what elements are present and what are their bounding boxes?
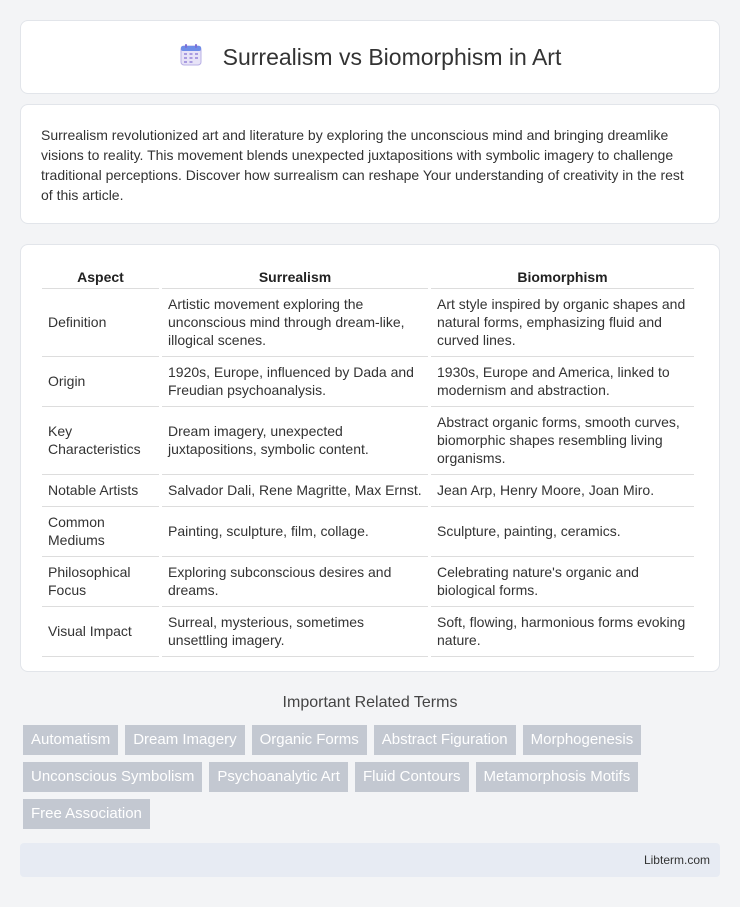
cell-surrealism: Surreal, mysterious, sometimes unsettling imagery. [162,607,428,657]
table-row [42,357,694,407]
intro-text: Surrealism revolutionized art and literature by exploring the unconscious mind and bringing dreamlike visions to reality. This movement blends unexpected juxtapositions with symbolic imagery to challenge traditional perceptions. Discover how surrealism can reshape Your understanding of creativity in the rest of this article. [41,127,684,203]
header-surrealism: Surrealism [162,265,428,289]
tag-metamorphosis-motifs[interactable]: Metamorphosis Motifs [476,762,639,792]
cell-surrealism: Artistic movement exploring the unconscious mind through dream-like, illogical scenes. [162,289,428,357]
cell-biomorphism: 1930s, Europe and America, linked to modernism and abstraction. [431,357,694,407]
cell-aspect: Notable Artists [42,475,159,507]
footer-link[interactable]: Libterm.com [643,853,710,867]
tag-abstract-figuration[interactable]: Abstract Figuration [374,725,516,755]
related-terms-title: Important Related Terms [282,694,458,711]
table-row [42,475,694,507]
cell-aspect: Key Characteristics [42,407,159,475]
footer [20,843,720,877]
table-row [42,407,694,475]
cell-biomorphism: Art style inspired by organic shapes and natural forms, emphasizing fluid and curved lines. [431,289,694,357]
cell-surrealism: Dream imagery, unexpected juxtapositions, symbolic content. [162,407,428,475]
tag-fluid-contours[interactable]: Fluid Contours [355,762,469,792]
table-row [42,557,694,607]
cell-biomorphism: Jean Arp, Henry Moore, Joan Miro. [431,475,694,507]
cell-biomorphism: Sculpture, painting, ceramics. [431,507,694,557]
header-card [20,20,720,94]
comparison-table [39,265,697,657]
cell-surrealism: 1920s, Europe, influenced by Dada and Freudian psychoanalysis. [162,357,428,407]
table-header-row [42,265,694,289]
tag-psychoanalytic-art[interactable]: Psychoanalytic Art [209,762,348,792]
tag-automatism[interactable]: Automatism [23,725,118,755]
cell-surrealism: Painting, sculpture, film, collage. [162,507,428,557]
tag-unconscious-symbolism[interactable]: Unconscious Symbolism [23,762,202,792]
table-row [42,607,694,657]
cell-aspect: Common Mediums [42,507,159,557]
calendar-icon [179,43,203,72]
tag-free-association[interactable]: Free Association [23,799,150,829]
cell-aspect: Philosophical Focus [42,557,159,607]
intro-card [20,104,720,224]
tag-organic-forms[interactable]: Organic Forms [252,725,367,755]
header-aspect: Aspect [42,265,159,289]
cell-surrealism: Exploring subconscious desires and dreams. [162,557,428,607]
header-biomorphism: Biomorphism [431,265,694,289]
cell-biomorphism: Soft, flowing, harmonious forms evoking nature. [431,607,694,657]
table-row [42,507,694,557]
cell-aspect: Visual Impact [42,607,159,657]
related-terms-list [23,725,703,829]
cell-biomorphism: Celebrating nature's organic and biological forms. [431,557,694,607]
cell-biomorphism: Abstract organic forms, smooth curves, biomorphic shapes resembling living organisms. [431,407,694,475]
table-row [42,289,694,357]
cell-aspect: Definition [42,289,159,357]
page-title: Surrealism vs Biomorphism in Art [222,43,562,70]
cell-aspect: Origin [42,357,159,407]
tag-dream-imagery[interactable]: Dream Imagery [125,725,244,755]
cell-surrealism: Salvador Dali, Rene Magritte, Max Ernst. [162,475,428,507]
tag-morphogenesis[interactable]: Morphogenesis [523,725,642,755]
comparison-table-card [20,244,720,672]
